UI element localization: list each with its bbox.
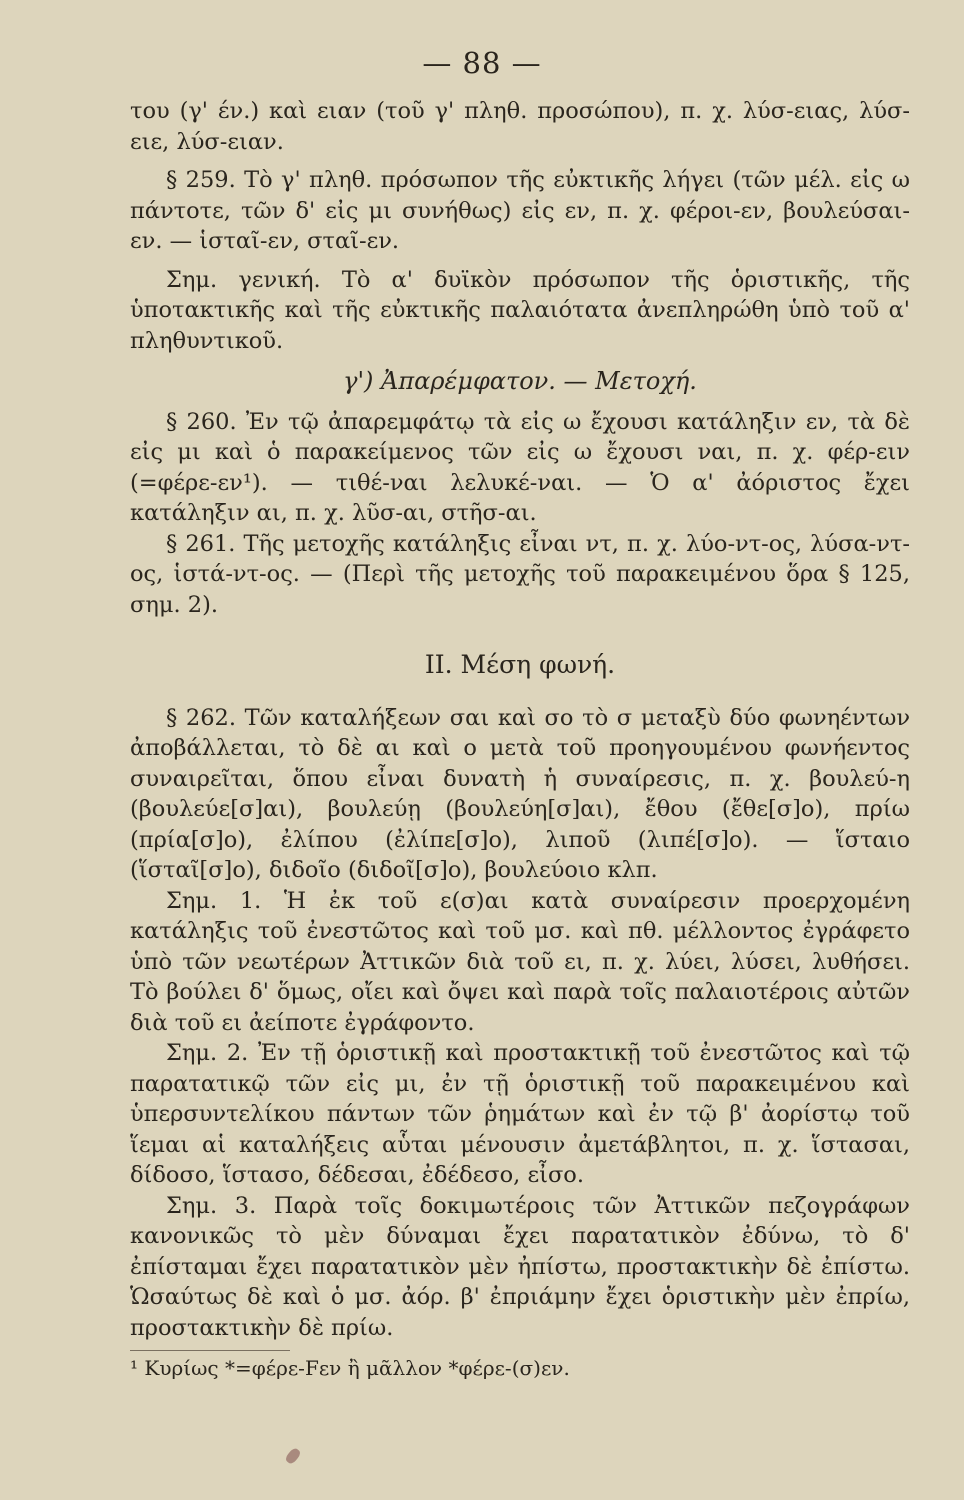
section-heading-middle-voice: II. Μέση φωνή. xyxy=(424,650,616,679)
section-heading-gamma: γ') Ἀπαρέμφατον. — Μετοχή. xyxy=(343,367,697,395)
paragraph-262: § 262. Τῶν καταλήξεων σαι καὶ σο τὸ σ μεταξὺ δύο φωνηέντων ἀποβάλλεται, τὸ δὲ αι καὶ ο μετὰ τοῦ προηγουμένου φωνήεντος συναιρεῖται, ὅπου εἶναι δυνατὴ ἡ συναίρεσις, π. χ. βουλεύ-η (βουλεύε[σ]αι), βουλεύῃ (βουλεύη[σ]αι), ἔθου (ἔθε[σ]ο), πρίω (πρία[σ]ο), ἐλίπου (ἐλίπε[σ]ο), λιποῦ (λιπέ[σ]ο). — ἵσταιο (ἵσταῖ[σ]ο), διδοῖο (διδοῖ[σ]ο), βουλεύοιο κλπ. xyxy=(130,704,910,883)
footnote: ¹ Κυρίως *=φέρε-Fεν ἢ μᾶλλον *φέρε-(σ)εν. xyxy=(130,1356,570,1380)
spacer xyxy=(130,157,910,165)
ink-stain-icon xyxy=(284,1447,302,1466)
page-body xyxy=(130,96,910,1343)
paragraph-261: § 261. Τῆς μετοχῆς κατάληξις εἶναι ντ, π. χ. λύο-ντ-ος, λύσα-ντ-ος, ἱστά-ντ-ος. — (Περὶ τῆς μετοχῆς τοῦ παρακειμένου ὅρα § 125, σημ. 2). xyxy=(130,530,910,618)
paragraph-259: § 259. Τὸ γ' πληθ. πρόσωπον τῆς εὐκτικῆς λήγει (τῶν μέλ. εἰς ω πάντοτε, τῶν δ' εἰς μι συνήθως) εἰς εν, π. χ. φέροι-εν, βουλεύσαι-εν. — ἱσταῖ-εν, σταῖ-εν. xyxy=(130,167,910,254)
paragraph-260: § 260. Ἐν τῷ ἀπαρεμφάτῳ τὰ εἰς ω ἔχουσι κατάληξιν εν, τὰ δὲ εἰς μι καὶ ὁ παρακείμενος τῶν εἰς ω ἔχουσι ναι, π. χ. φέρ-ειν (=φέρε-εν¹). — τιθέ-ναι λελυκέ-ναι. — Ὁ α' ἀόριστος ἔχει κατάληξιν αι, π. χ. λῦσ-αι, στῆσ-αι. xyxy=(130,408,910,526)
footnote-divider xyxy=(130,1350,290,1351)
note-2: Σημ. 2. Ἐν τῇ ὁριστικῇ καὶ προστακτικῇ τοῦ ἐνεστῶτος καὶ τῷ παρατατικῷ τῶν εἰς μι, ἐν τῇ ὁριστικῇ τοῦ παρακειμένου καὶ ὑπερσυντελίκου πάντων τῶν ῥημάτων καὶ ἐν τῷ β' ἀορίστῳ τοῦ ἵεμαι αἱ καταλήξεις αὗται μένουσιν ἀμετάβλητοι, π. χ. ἵστασαι, δίδοσο, ἵστασο, δέδεσαι, ἐδέδεσο, εἶσο. xyxy=(130,1040,910,1188)
page-number: — 88 — xyxy=(422,46,542,80)
paragraph-continuation: του (γ' έν.) καὶ ειαν (τοῦ γ' πληθ. προσώπου), π. χ. λύσ-ειας, λύσ-ειε, λύσ-ειαν. xyxy=(130,98,910,155)
note-1: Σημ. 1. Ἡ ἐκ τοῦ ε(σ)αι κατὰ συναίρεσιν προερχομένη κατάληξις τοῦ ἐνεστῶτος καὶ τοῦ μσ. καὶ πθ. μέλλοντος ἐγράφετο ὑπὸ τῶν νεωτέρων Ἀττικῶν διὰ τοῦ ει, π. χ. λύει, λύσει, λυθήσει. Τὸ βούλει δ' ὅμως, οἴει καὶ ὄψει καὶ παρὰ τοῖς παλαιοτέροις αὐτῶν διὰ τοῦ ει ἀείποτε ἐγράφοντο. xyxy=(130,887,910,1036)
note-general: Σημ. γενική. Τὸ α' δυϊκὸν πρόσωπον τῆς ὁριστικῆς, τῆς ὑποτακτικῆς καὶ τῆς εὐκτικῆς παλαιότατα ἀνεπληρώθη ὑπὸ τοῦ α' πληθυντικοῦ. xyxy=(130,266,910,354)
note-3: Σημ. 3. Παρὰ τοῖς δοκιμωτέροις τῶν Ἀττικῶν πεζογράφων κανονικῶς τὸ μὲν δύναμαι ἔχει παρατατικὸν ἐδύνω, τὸ δ' ἐπίσταμαι ἔχει παρατατικὸν μὲν ἠπίστω, προστακτικὴν δὲ ἐπίστω. Ὡσαύτως δὲ καὶ ὁ μσ. ἀόρ. β' ἐπριάμην ἔχει ὁριστικὴν μὲν ἐπρίω, προστακτικὴν δὲ πρίω. xyxy=(130,1192,910,1341)
spacer xyxy=(130,257,910,265)
